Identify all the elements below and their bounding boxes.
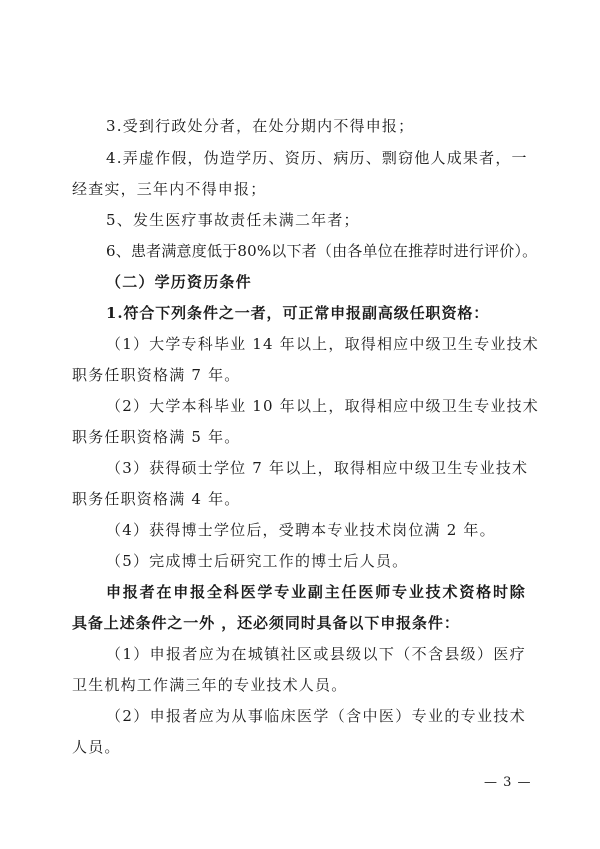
gp-condition-2-line-1: （2）申报者应为从事临床医学（含中医）专业的专业技术: [106, 707, 526, 725]
section-heading: （二）学历资历条件: [106, 273, 252, 291]
item-4-line-2: 经查实，三年内不得申报；: [72, 180, 267, 198]
gp-heading-line-1: 申报者在申报全科医学专业副主任医师专业技术资格时除: [106, 583, 526, 601]
gp-condition-1-line-1: （1）申报者应为在城镇社区或县级以下（不含县级）医疗: [106, 645, 526, 663]
condition-4: （4）获得博士学位后，受聘本专业技术岗位满 2 年。: [106, 521, 496, 539]
gp-heading-line-2: 具备上述条件之一外 ，还必须同时具备以下申报条件：: [72, 614, 460, 632]
condition-1-line-1: （1）大学专科毕业 14 年以上，取得相应中级卫生专业技术: [106, 335, 539, 353]
condition-2-line-1: （2）大学本科毕业 10 年以上，取得相应中级卫生专业技术: [106, 397, 539, 415]
gp-condition-2-line-2: 人员。: [72, 738, 121, 756]
condition-3-line-2: 职务任职资格满 4 年。: [72, 490, 241, 508]
condition-1-line-2: 职务任职资格满 7 年。: [72, 366, 241, 384]
item-4-line-1: 4.弄虚作假，伪造学历、资历、病历、剽窃他人成果者，一: [106, 149, 528, 167]
condition-2-line-2: 职务任职资格满 5 年。: [72, 428, 241, 446]
item-5: 5、发生医疗事故责任未满二年者；: [106, 211, 360, 229]
condition-5: （5）完成博士后研究工作的博士后人员。: [106, 552, 409, 570]
page-number: — 3 —: [484, 775, 532, 790]
sub-heading: 1.符合下列条件之一者，可正常申报副高级任职资格：: [106, 304, 490, 322]
item-3: 3.受到行政处分者，在处分期内不得申报；: [106, 117, 415, 135]
condition-3-line-1: （3）获得硕士学位 7 年以上，取得相应中级卫生专业技术: [106, 459, 529, 477]
item-6: 6、患者满意度低于80%以下者（由各单位在推荐时进行评价）。: [106, 242, 538, 260]
gp-condition-1-line-2: 卫生机构工作满三年的专业技术人员。: [72, 676, 348, 694]
